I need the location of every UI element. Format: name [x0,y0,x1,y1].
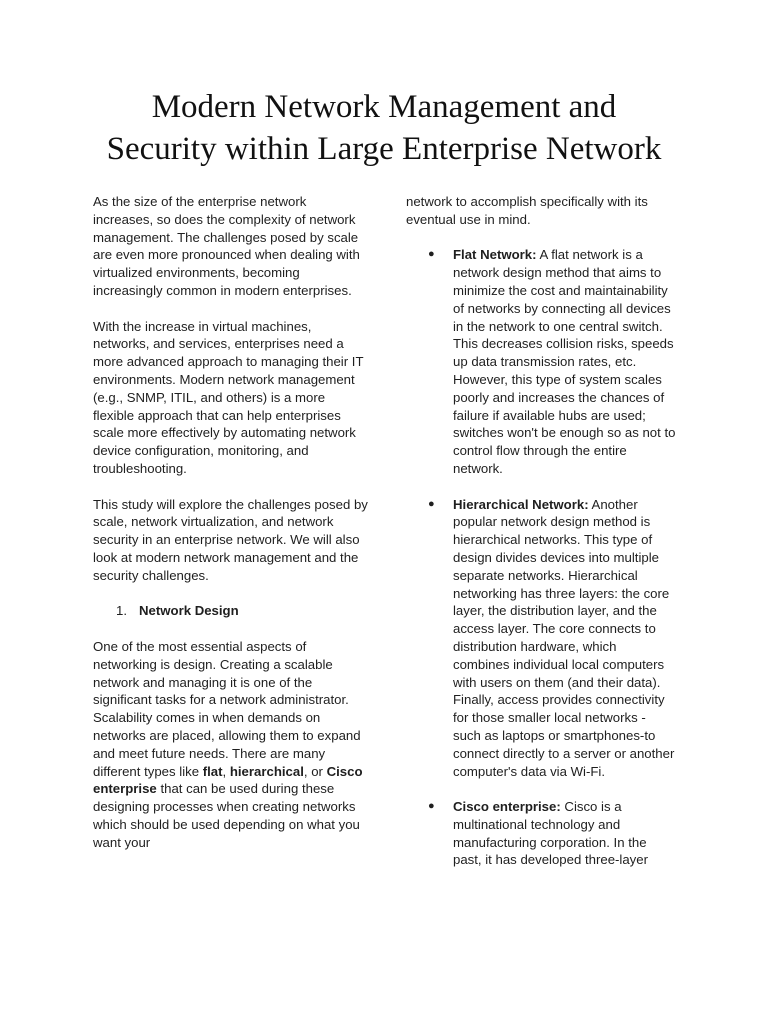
intro-paragraph: As the size of the enterprise network increases, so does the complexity of network management. The challenges posed by scale are even more pronounced when dealing with virtualized environments, becoming increasingly common in modern enterprises. [93,194,360,298]
para-text: that can be used during these designing processes when creating networks which should be used depending on what you want your [93,781,360,850]
list-item-term: Flat Network: [453,247,537,263]
para-separator: , [222,763,230,779]
continuation-paragraph: network to accomplish specifically with its eventual use in mind. [406,194,648,227]
section-number: 1. [116,603,127,619]
list-item-term: Hierarchical Network: [453,496,589,512]
para-text: One of the most essential aspects of networking is design. Creating a scalable network and managing it is one of the significant tasks for a network administrator. Scalability comes in when demands on networks are placed, allowing them to expand and meet future needs. There are many different types like [93,638,361,779]
list-item-text: Cisco is a multinational technology and manufacturing corporation. In the past, it has developed three-layer [453,799,648,868]
list-item-text: A flat network is a network design method that aims to minimize the cost and maintainability of networks by connecting all devices in the network to one central switch. This decreases collision risks, speeds up data transmission rates, etc. However, this type of system scales poorly and increases the chances of failure if available hubs are used; switches won't be enough so as not to control flow through the entire network. [453,247,676,476]
title-line-1: Modern Network Management and [151,89,617,125]
bold-term-hierarchical: hierarchical [229,763,304,779]
section-heading-network-design [93,602,368,620]
list-item-hierarchical-network [406,496,676,781]
right-column [406,193,676,887]
study-scope-paragraph: This study will explore the challenges posed by scale, network virtualization, and network security in an enterprise network. We will also look at modern network management and the security challenges. [93,496,368,583]
title-line-2: Security within Large Enterprise Network [106,131,662,167]
network-types-list [406,246,676,869]
list-item-text: Another popular network design method is hierarchical networks. This type of design divides devices into multiple separate networks. Hierarchical networking has three layers: the core layer, the distribution layer, and the access layer. The core connects to distribution hardware, which combines individual local computers with users on them (and their data). Finally, access provides connectivity for those smaller local networks - such as laptops or smartphones-to connect directly to a server or another computer's data via Wi-Fi. [453,496,675,779]
list-item-flat-network [406,246,676,477]
bold-term-flat: flat [202,763,223,779]
bold-term-cisco-enterprise: Cisco enterprise [93,763,363,797]
list-item-cisco-enterprise [406,798,676,869]
virtualization-paragraph: With the increase in virtual machines, networks, and services, enterprises need a more advanced approach to managing their IT environments. Modern network management (e.g., SNMP, ITIL, and others) is a more flexible approach that can help enterprises scale more effectively by automating network device configuration, monitoring, and troubleshooting. [93,318,364,476]
bullet-icon: ● [428,248,435,261]
bullet-icon: ● [428,497,435,510]
document-title [0,86,768,170]
section-heading-text: Network Design [139,603,239,619]
left-column [93,193,368,869]
list-item-term: Cisco enterprise: [453,799,561,815]
network-design-paragraph [93,638,368,852]
para-separator: , or [303,763,327,779]
bullet-icon: ● [428,800,435,813]
